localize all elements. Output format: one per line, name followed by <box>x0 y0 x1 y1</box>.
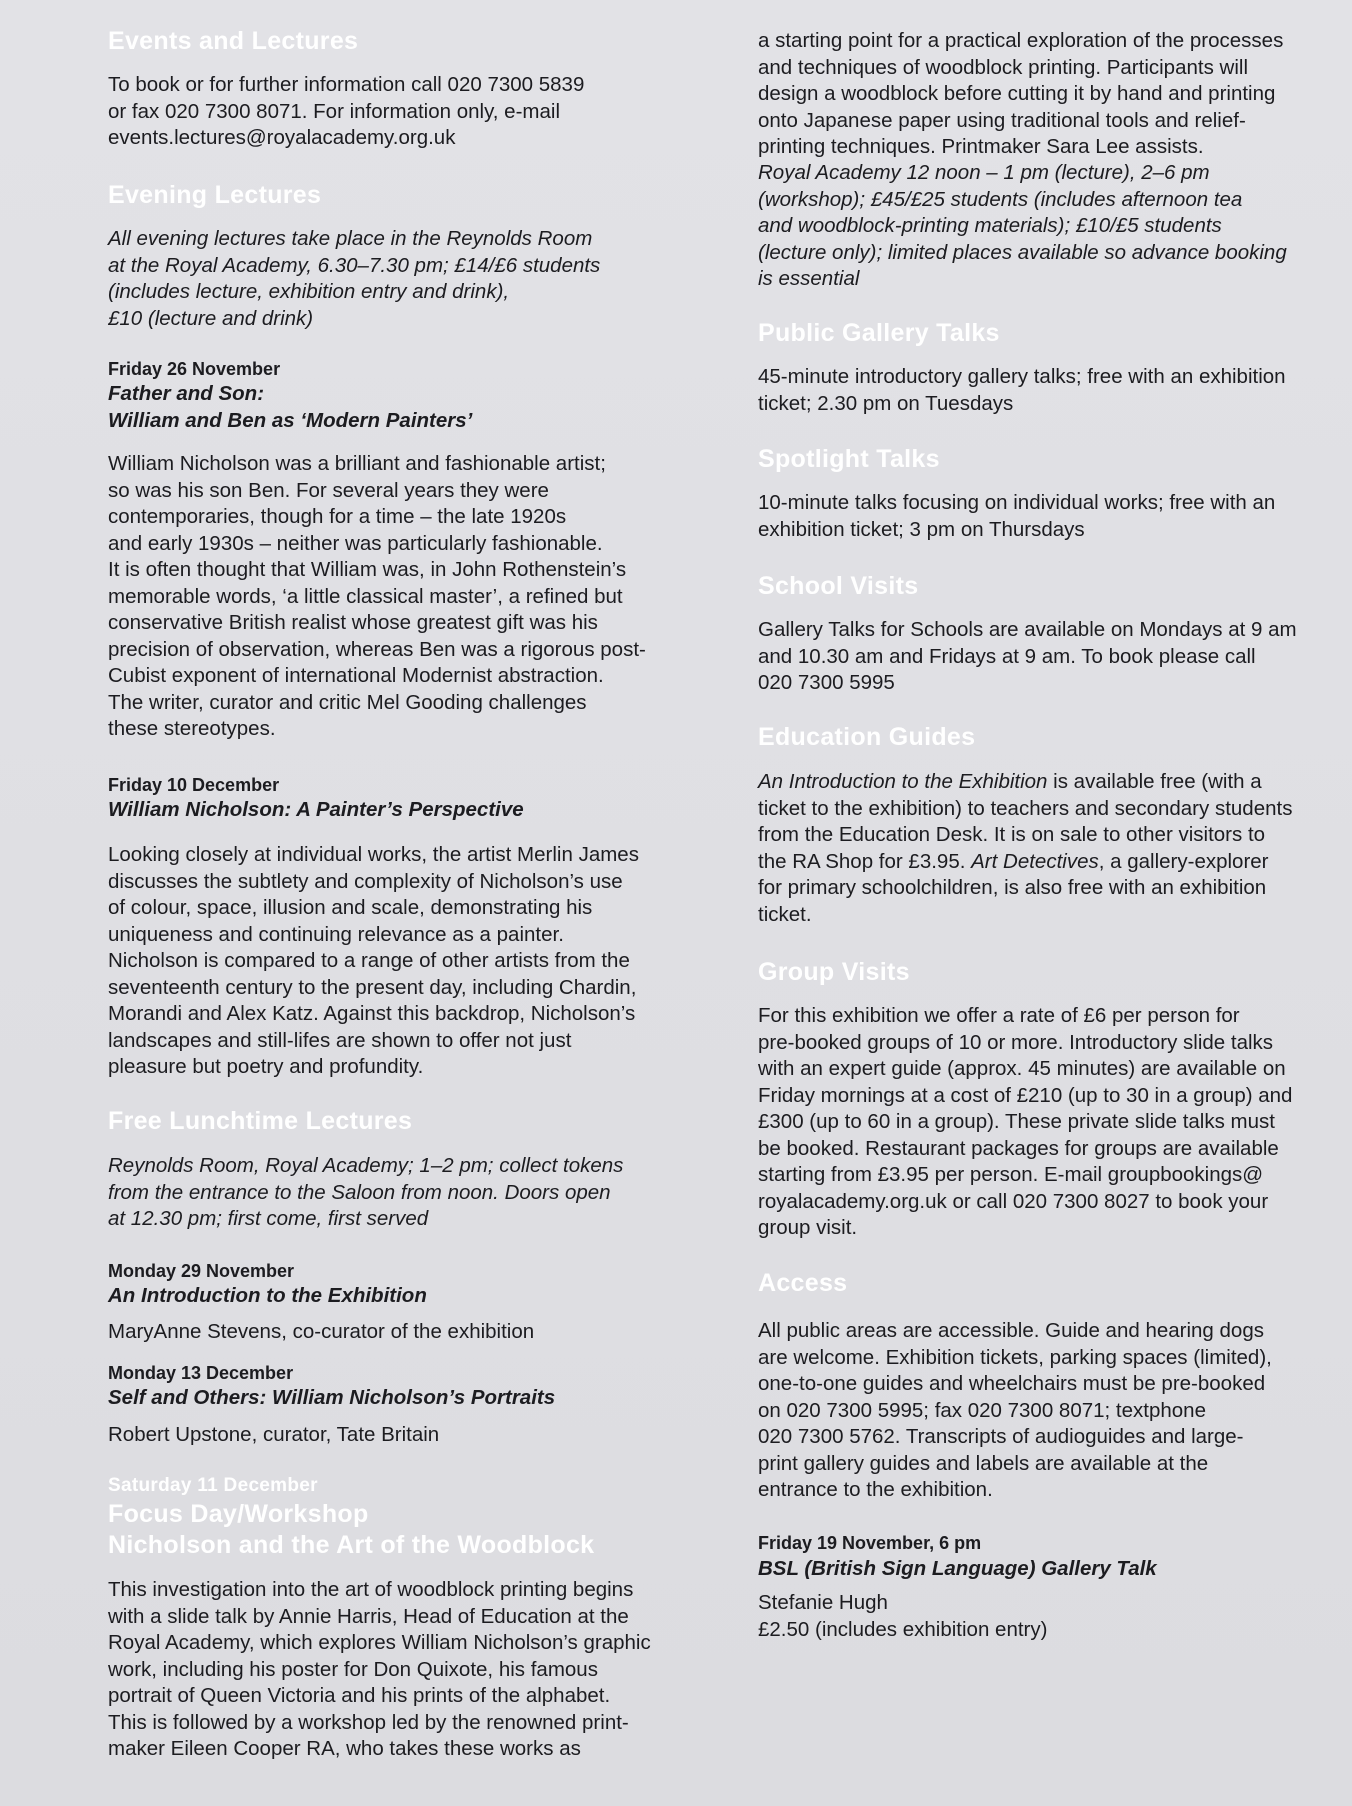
spotlight-text: 10-minute talks focusing on individual works; free with an exhibition ticket; 3 pm on Thursdays <box>758 491 1276 541</box>
bsl-text: Stefanie Hugh £2.50 (includes exhibition entry) <box>758 1591 1048 1641</box>
evening-heading: Evening Lectures <box>108 181 322 209</box>
focus-date: Saturday 11 December <box>108 1475 318 1496</box>
lunch2-text: Robert Upstone, curator, Tate Britain <box>108 1423 440 1446</box>
lunch1-text: MaryAnne Stevens, co-curator of the exhibition <box>108 1320 535 1343</box>
lecture2-title: William Nicholson: A Painter’s Perspective <box>108 798 524 821</box>
evening-text: All evening lectures take place in the Reynolds Room at the Royal Academy, 6.30–7.30 pm; £14/£6 students (includes lecture, exhibition entry and drink), £10 (lecture and drink) <box>108 227 601 330</box>
access-heading: Access <box>758 1269 848 1297</box>
education-guides-text <box>758 769 1292 928</box>
gallery-talks-text: 45-minute introductory gallery talks; free with an exhibition ticket; 2.30 pm on Tuesdays <box>758 365 1286 415</box>
focus-heading-2: Nicholson and the Art of the Woodblock <box>108 1531 595 1559</box>
lunch2-date: Monday 13 December <box>108 1363 294 1383</box>
group-visits-heading: Group Visits <box>758 958 910 986</box>
focus-heading-1: Focus Day/Workshop <box>108 1500 369 1528</box>
education-title-1: An Introduction to the Exhibition <box>758 770 1048 793</box>
focus-text: This investigation into the art of woodblock printing begins with a slide talk by Annie Harris, Head of Education at the Royal Academy, which explores William Nicholson’s graphic work, including his poster for Don Quixote, his famous portrait of Queen Victoria and his prints of the alphabet. This is followed by a workshop led by the renowned print- maker Eileen Cooper RA, who takes these works as <box>108 1578 651 1760</box>
events-heading: Events and Lectures <box>108 27 359 55</box>
education-text-1: is available free (with a ticket to the exhibition) to teachers and secondary students from the Education Desk. It is on sale to other visitors to the RA Shop for £3.95. <box>758 770 1293 873</box>
school-visits-heading: School Visits <box>758 572 919 600</box>
bsl-title: BSL (British Sign Language) Gallery Talk <box>758 1557 1157 1580</box>
lecture1-title: Father and Son: William and Ben as ‘Modern Painters’ <box>108 382 473 432</box>
lecture2-date: Friday 10 December <box>108 775 280 795</box>
group-visits-text: For this exhibition we offer a rate of £6 per person for pre-booked groups of 10 or more. Introductory slide talks with an expert guide (approx. 45 minutes) are available on Friday mornings at a cost of £210 (up to 30 in a group) and £300 (up to 60 in a group). These private slide talks must be booked. Restaurant packages for groups are available starting from £3.95 per person. E-mail groupbookings@ royalacademy.org.uk or call 020 7300 8027 to book your group visit. <box>758 1004 1293 1239</box>
lunchtime-text: Reynolds Room, Royal Academy; 1–2 pm; collect tokens from the entrance to the Saloon from noon. Doors open at 12.30 pm; first come, first served <box>108 1154 624 1230</box>
focus-continuation-text: a starting point for a practical exploration of the processes and techniques of woodblock printing. Participants will design a woodblock before cutting it by hand and printing onto Japanese paper using traditional tools and relief- printing techniques. Printmaker Sara Lee assists. <box>758 29 1284 158</box>
lecture1-text: William Nicholson was a brilliant and fashionable artist; so was his son Ben. For several years they were contemporaries, though for a time – the late 1920s and early 1930s – neither was particularly fashionable. It is often thought that William was, in John Rothenstein’s memorable words, ‘a little classical master’, a refined but conservative British realist whose greatest gift was his precision of observation, whereas Ben was a rigorous post- Cubist exponent of international Modernist abstraction. The writer, curator and critic Mel Gooding challenges these stereotypes. <box>108 452 646 740</box>
gallery-talks-heading: Public Gallery Talks <box>758 319 1000 347</box>
lecture1-date: Friday 26 November <box>108 359 281 379</box>
school-visits-text: Gallery Talks for Schools are available on Mondays at 9 am and 10.30 am and Fridays at 9 am. To book please call 020 7300 5995 <box>758 618 1297 694</box>
education-guides-heading: Education Guides <box>758 723 976 751</box>
bsl-date: Friday 19 November, 6 pm <box>758 1533 982 1553</box>
focus-continuation-details: Royal Academy 12 noon – 1 pm (lecture), 2–6 pm (workshop); £45/£25 students (includes afternoon tea and woodblock-printing materials); £10/£5 students (lecture only); limited places available so advance booking is essential <box>758 161 1287 290</box>
lunch1-title: An Introduction to the Exhibition <box>108 1284 427 1307</box>
education-title-2: Art Detectives <box>971 849 1099 873</box>
access-text: All public areas are accessible. Guide and hearing dogs are welcome. Exhibition tickets, parking spaces (limited), one-to-one guides and wheelchairs must be pre-booked on 020 7300 5995; fax 020 7300 8071; textphone 020 7300 5762. Transcripts of audioguides and large- print gallery guides and labels are available at the entrance to the exhibition. <box>758 1319 1272 1501</box>
spotlight-heading: Spotlight Talks <box>758 445 940 473</box>
lunchtime-heading: Free Lunchtime Lectures <box>108 1107 413 1135</box>
lunch1-date: Monday 29 November <box>108 1261 295 1281</box>
lecture2-text: Looking closely at individual works, the artist Merlin James discusses the subtlety and complexity of Nicholson’s use of colour, space, illusion and scale, demonstrating his uniqueness and continuing relevance as a painter. Nicholson is compared to a range of other artists from the seventeenth century to the present day, including Chardin, Morandi and Alex Katz. Against this backdrop, Nicholson’s landscapes and still-lifes are shown to offer not just pleasure but poetry and profundity. <box>108 843 639 1078</box>
events-text: To book or for further information call 020 7300 5839 or fax 020 7300 8071. For information only, e-mail events.lectures@royalacademy.org.uk <box>108 73 585 149</box>
education-text-2: , a gallery-explorer for primary schoolchildren, is also free with an exhibition ticket. <box>758 849 1269 926</box>
lunch2-title: Self and Others: William Nicholson’s Portraits <box>108 1386 556 1409</box>
